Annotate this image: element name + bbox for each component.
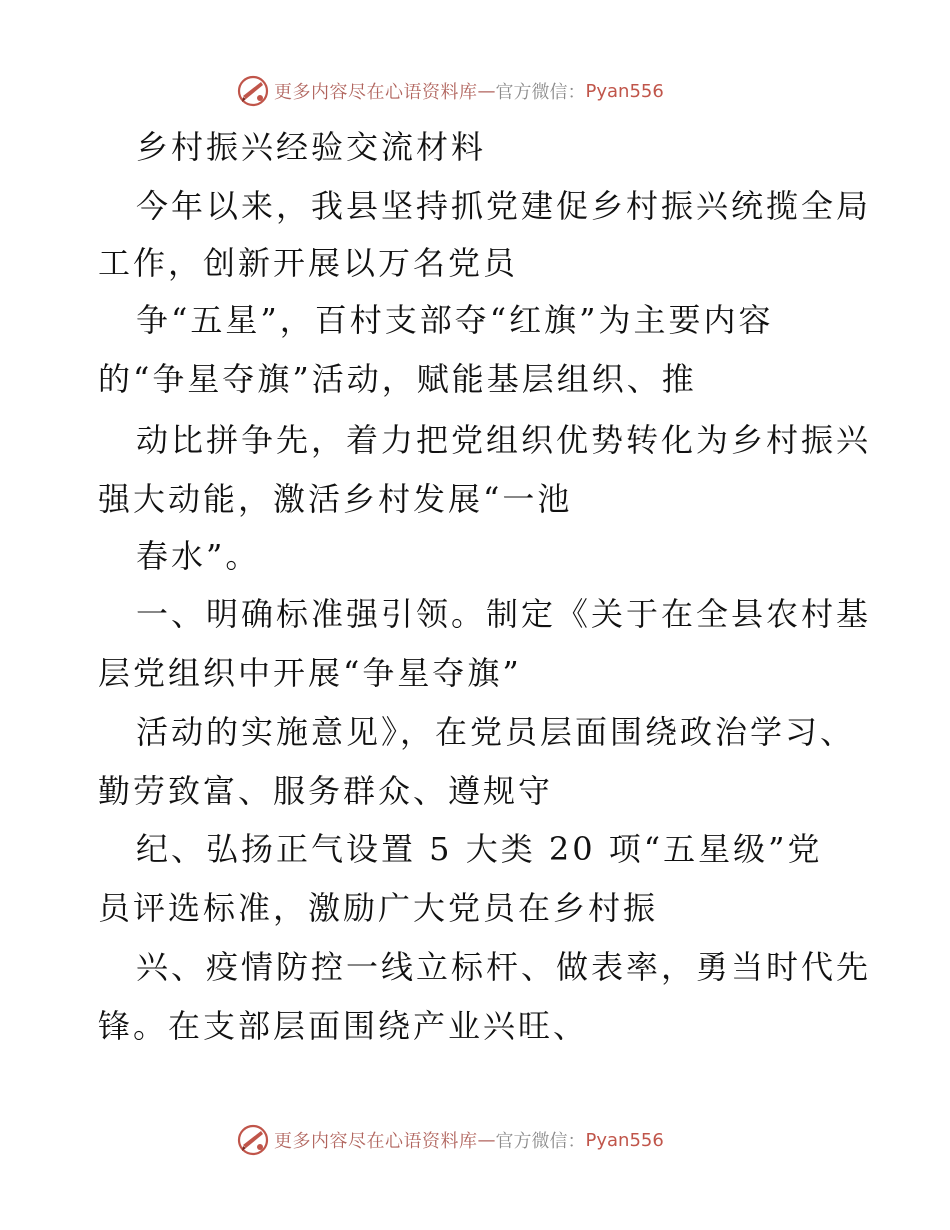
watermark-id: Pyan556 [585, 1129, 664, 1151]
paragraph-line: 兴、疫情防控一线立标杆、做表率，勇当时代先 [136, 948, 872, 986]
paragraph-line: 纪、弘扬正气设置 5 大类 20 项“五星级”党 [136, 830, 823, 868]
paragraph-line: 活动的实施意见》，在党员层面围绕政治学习、 [136, 713, 856, 751]
paragraph-line: 的“争星夺旗”活动，赋能基层组织、推 [98, 360, 697, 398]
logo-icon [236, 1123, 270, 1157]
paragraph-line: 员评选标准，激励广大党员在乡村振 [98, 889, 659, 927]
paragraph-line: 工作，创新开展以万名党员 [98, 244, 519, 282]
paragraph-line: 强大动能，激活乡村发展“一池 [98, 480, 573, 518]
paragraph-line: 动比拼争先，着力把党组织优势转化为乡村振兴 [136, 421, 872, 459]
watermark-label: 官方微信： [495, 82, 586, 103]
paragraph-line: 锋。在支部层面围绕产业兴旺、 [98, 1007, 589, 1045]
paragraph-line: 层党组织中开展“争星夺旗” [98, 654, 522, 692]
watermark-separator: — [477, 80, 496, 102]
watermark-id: Pyan556 [585, 80, 664, 102]
paragraph-line: 今年以来，我县坚持抓党建促乡村振兴统揽全局 [136, 187, 872, 225]
watermark-footer [236, 1122, 716, 1158]
watermark-separator: — [477, 1129, 496, 1151]
paragraph-line: 争“五星”，百村支部夺“红旗”为主要内容 [136, 301, 774, 339]
logo-icon [236, 74, 270, 108]
document-title: 乡村振兴经验交流材料 [136, 128, 487, 166]
watermark-label: 官方微信： [495, 1131, 586, 1152]
watermark-site-text: 更多内容尽在心语资料库 [274, 82, 478, 103]
paragraph-line: 一、明确标准强引领。制定《关于在全县农村基 [136, 595, 872, 633]
watermark-header [236, 73, 716, 109]
paragraph-line: 春水”。 [136, 537, 261, 575]
watermark-site-text: 更多内容尽在心语资料库 [274, 1131, 478, 1152]
paragraph-line: 勤劳致富、服务群众、遵规守 [98, 772, 554, 810]
